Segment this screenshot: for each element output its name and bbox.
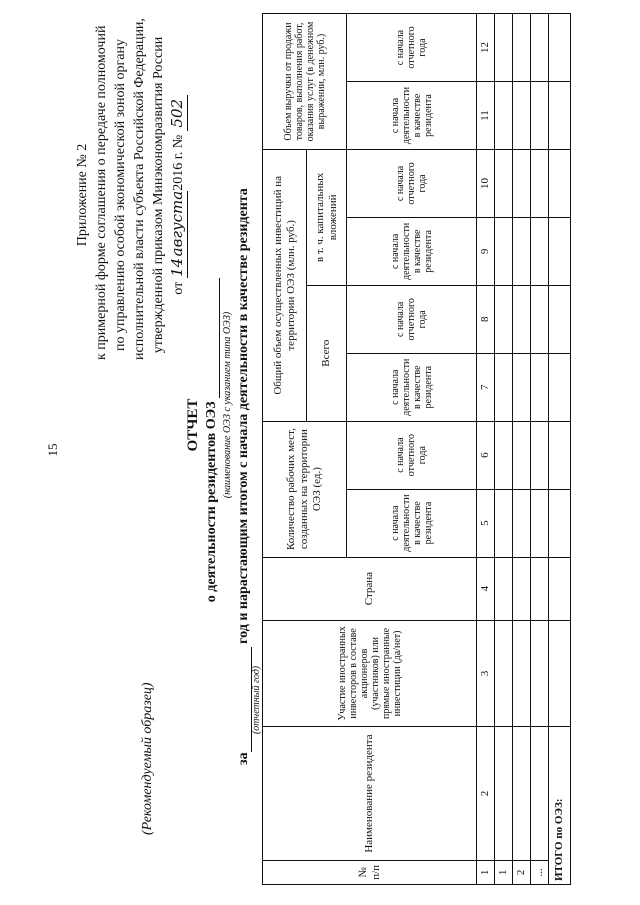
- column-number: 11: [477, 82, 495, 150]
- table-row: [531, 14, 549, 885]
- appendix-line: к примерной форме соглашения о передаче полномочий: [94, 25, 109, 360]
- header-foreign: Участие иностранных инвесторов в составе акционеров (участников) или прямые иностранные инвестиции (да/нет): [263, 620, 477, 727]
- period-year-hint: (отчетный год): [251, 665, 262, 735]
- oez-name-field: [203, 278, 220, 398]
- date-month-handwritten: августа: [168, 190, 186, 257]
- recommended-sample-label: (Рекомендуемый образец): [140, 682, 155, 835]
- report-subtitle: о деятельности резидентов ОЭЗ: [204, 401, 219, 603]
- period-text: год и нарастающим итогом с начала деятельности в качестве резидента: [236, 188, 251, 644]
- table-row: [495, 14, 513, 885]
- period-line: [235, 25, 252, 765]
- header-since-year: с начала отчетного года: [347, 14, 477, 82]
- report-subtitle-line: [203, 200, 220, 680]
- appendix-block: [73, 18, 188, 360]
- column-number: 4: [477, 557, 495, 620]
- header-capital: в т. ч. капитальных вложений: [307, 149, 347, 285]
- order-number-handwritten: 502: [168, 95, 188, 131]
- column-number: 8: [477, 285, 495, 353]
- column-number: 10: [477, 149, 495, 217]
- header-name: Наименование резидента: [263, 727, 477, 860]
- date-year: 2016 г. №: [171, 134, 186, 191]
- date-prefix: от: [171, 281, 186, 295]
- column-number: 3: [477, 620, 495, 727]
- column-number: 5: [477, 489, 495, 557]
- row-number: ...: [531, 860, 549, 884]
- total-row: [549, 14, 571, 885]
- report-title: ОТЧЕТ: [185, 398, 201, 452]
- column-number: 12: [477, 14, 495, 82]
- column-number: 1: [477, 860, 495, 884]
- appendix-line: Приложение № 2: [75, 143, 90, 247]
- column-number: 9: [477, 217, 495, 285]
- header-jobs: Количество рабочих мест, созданных на территории ОЭЗ (ед.): [263, 421, 347, 557]
- column-number: 7: [477, 353, 495, 421]
- header-since-start: с начала деятельности в качестве резидента: [347, 489, 477, 557]
- header-since-year: с начала отчетного года: [347, 285, 477, 353]
- header-since-year: с начала отчетного года: [347, 149, 477, 217]
- header-since-year: с начала отчетного года: [347, 421, 477, 489]
- row-number: 1: [495, 860, 513, 884]
- appendix-line: исполнительной власти субъекта Российской Федерации,: [132, 18, 147, 360]
- header-num: № п/п: [263, 860, 477, 884]
- appendix-line: утвержденной приказом Минэкономразвития России: [151, 36, 166, 354]
- header-since-start: с начала деятельности в качестве резидента: [347, 217, 477, 285]
- column-number-row: [477, 14, 495, 885]
- report-table: [262, 13, 571, 885]
- header-country: Страна: [263, 557, 477, 620]
- appendix-line: по управлению особой экономической зоной органу: [113, 39, 128, 351]
- period-prefix: за: [236, 752, 251, 765]
- date-day-handwritten: 14: [168, 257, 186, 277]
- column-number: 2: [477, 727, 495, 860]
- table-row: [513, 14, 531, 885]
- header-since-start: с начала деятельности в качестве резидента: [347, 353, 477, 421]
- header-since-start: с начала деятельности в качестве резидента: [347, 82, 477, 150]
- page-number: 15: [45, 443, 60, 457]
- oez-name-hint: (наименование ОЭЗ с указанием типа ОЭЗ): [222, 311, 233, 499]
- total-label: ИТОГО по ОЭЗ:: [549, 727, 571, 885]
- column-number: 6: [477, 421, 495, 489]
- period-year-field: [235, 647, 252, 752]
- row-number: 2: [513, 860, 531, 884]
- header-investments: Общий объем осуществленных инвестиций на территории ОЭЗ (млн. руб.): [263, 149, 307, 421]
- header-revenue: Объем выручки от продажи товаров, выполнения работ, оказания услуг (в денежном выражении, млн. руб.): [263, 14, 347, 150]
- header-total: Всего: [307, 285, 347, 421]
